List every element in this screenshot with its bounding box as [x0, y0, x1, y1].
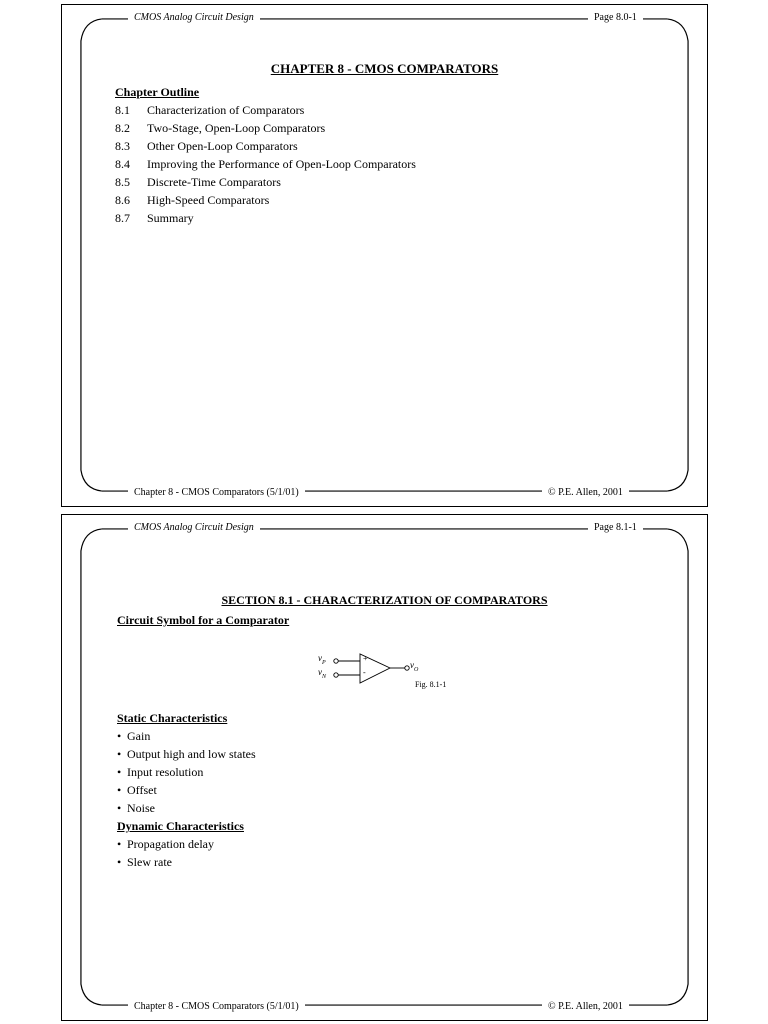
list-item: • Noise — [117, 801, 155, 815]
footer-chapter-info: Chapter 8 - CMOS Comparators (5/1/01) — [128, 487, 305, 499]
dynamic-characteristics-heading: Dynamic Characteristics — [117, 819, 244, 833]
slide-chapter-outline — [61, 4, 708, 507]
static-characteristics-list — [117, 727, 256, 817]
footer-copyright: © P.E. Allen, 2001 — [542, 487, 629, 499]
header-course-title: CMOS Analog Circuit Design — [128, 12, 260, 24]
vn-input-label: $v_N$ — [318, 667, 327, 680]
header-page-number: Page 8.0-1 — [588, 12, 643, 24]
plus-terminal-label: + — [363, 654, 368, 663]
outline-item: 8.5 Discrete-Time Comparators — [115, 175, 281, 189]
minus-terminal-label: - — [363, 668, 366, 677]
outline-heading: Chapter Outline — [115, 85, 200, 99]
slide-frame — [62, 5, 707, 506]
outline-item: 8.3 Other Open-Loop Comparators — [115, 139, 298, 153]
outline-item: 8.1 Characterization of Comparators — [115, 103, 305, 117]
dynamic-characteristics-list — [117, 835, 214, 871]
list-item: • Gain — [117, 729, 151, 743]
list-item: • Output high and low states — [117, 747, 256, 761]
outline-item: 8.6 High-Speed Comparators — [115, 193, 270, 207]
list-item: • Slew rate — [117, 855, 172, 869]
vo-output-label: $v_O$ — [410, 660, 419, 673]
list-item: • Input resolution — [117, 765, 204, 779]
circuit-symbol-heading: Circuit Symbol for a Comparator — [117, 613, 290, 627]
static-characteristics-heading: Static Characteristics — [117, 711, 228, 725]
slide-characterization — [61, 514, 708, 1021]
figure-caption: Fig. 8.1-1 — [415, 680, 447, 689]
outline-item: 8.7 Summary — [115, 211, 194, 225]
vp-input-label: $v_P$ — [318, 653, 326, 666]
chapter-outline-list — [115, 101, 416, 227]
outline-item: 8.4 Improving the Performance of Open-Loop Comparators — [115, 157, 416, 171]
outline-item: 8.2 Two-Stage, Open-Loop Comparators — [115, 121, 326, 135]
comparator-symbol-figure — [317, 653, 447, 693]
list-item: • Offset — [117, 783, 157, 797]
list-item: • Propagation delay — [117, 837, 214, 851]
header-page-number: Page 8.1-1 — [588, 522, 643, 534]
footer-chapter-info: Chapter 8 - CMOS Comparators (5/1/01) — [128, 1001, 305, 1013]
chapter-title: CHAPTER 8 - CMOS COMPARATORS — [270, 61, 499, 76]
header-course-title: CMOS Analog Circuit Design — [128, 522, 260, 534]
section-title: SECTION 8.1 - CHARACTERIZATION OF COMPARATORS — [221, 593, 548, 607]
footer-copyright: © P.E. Allen, 2001 — [542, 1001, 629, 1013]
